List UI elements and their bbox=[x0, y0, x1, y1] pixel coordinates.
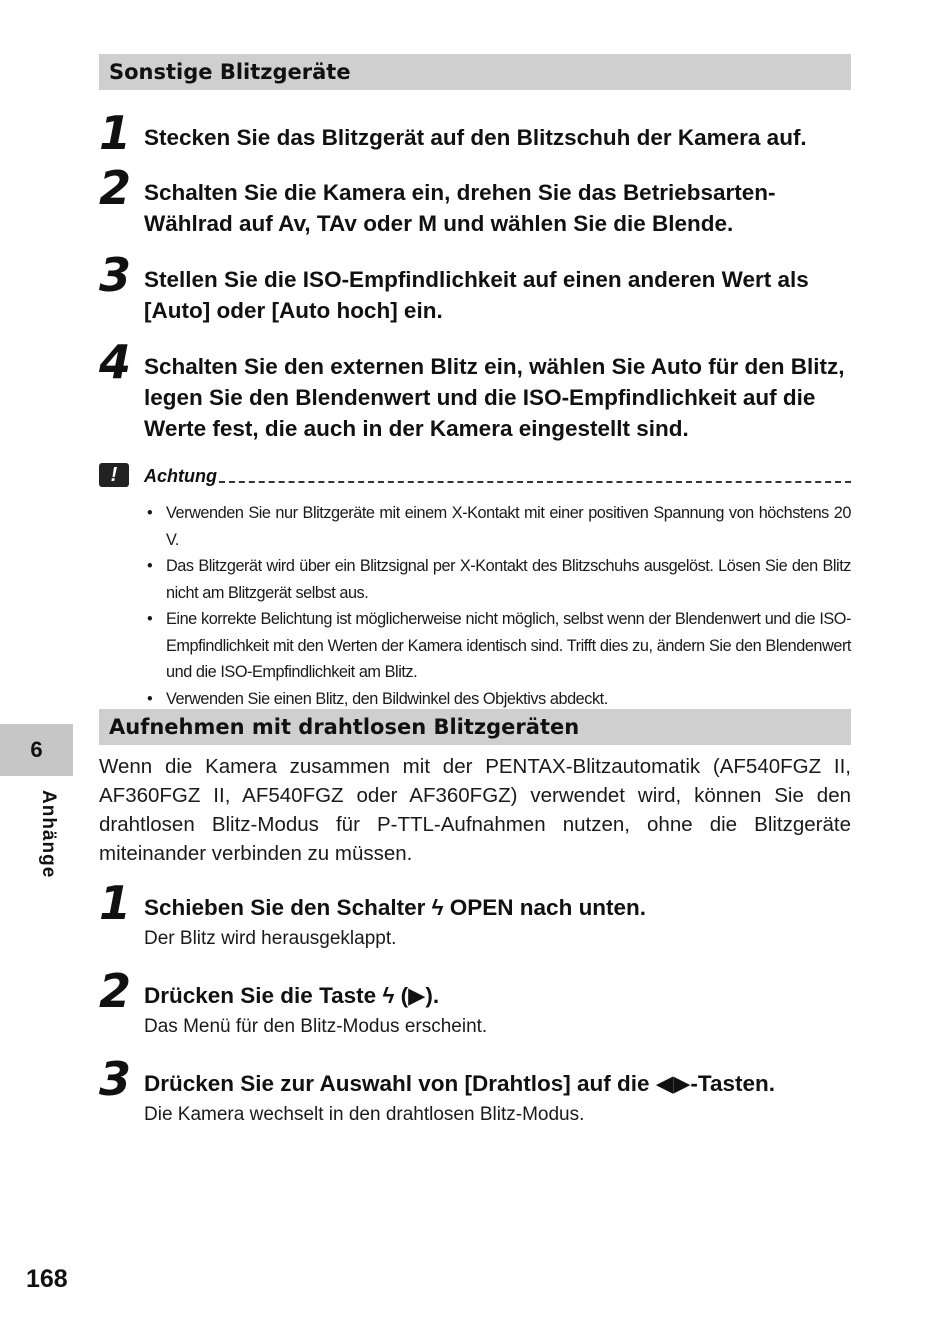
step-number: 4 bbox=[99, 335, 132, 389]
step-text-part: Schieben Sie den Schalter bbox=[144, 895, 432, 920]
caution-item: • Das Blitzgerät wird über ein Blitzsignal per X-Kontakt des Blitzschuhs ausgelöst. Lösen Sie den Blitz nicht am Blitzgerät selbst aus. bbox=[144, 553, 851, 606]
step-number: 2 bbox=[99, 161, 132, 215]
caution-item: • Verwenden Sie einen Blitz, den Bildwinkel des Objektivs abdeckt. bbox=[144, 686, 851, 713]
section-header-other-flash-units: Sonstige Blitzgeräte bbox=[99, 54, 851, 90]
section-header-wireless-flash: Aufnehmen mit drahtlosen Blitzgeräten bbox=[99, 709, 851, 745]
step-text-part: OPEN nach unten. bbox=[443, 895, 647, 920]
caution-item: • Eine korrekte Belichtung ist möglicherweise nicht möglich, selbst wenn der Blendenwert und die ISO-Empfindlichkeit mit den Werten der Kamera identisch sind. Trifft dies zu, ändern Sie den Blendenwert und die ISO-Empfindlichkeit am Blitz. bbox=[144, 606, 851, 686]
intro-paragraph: Wenn die Kamera zusammen mit der PENTAX-Blitzautomatik (AF540FGZ II, AF360FGZ II, AF540FGZ oder AF360FGZ) verwendet wird, können Sie den drahtlosen Blitz-Modus für P-TTL-Aufnahmen nutzen, ohne die Blitzgeräte miteinander verbinden zu müssen. bbox=[99, 755, 851, 865]
step-number: 2 bbox=[99, 964, 132, 1018]
caution-title: Achtung bbox=[144, 466, 217, 486]
step-4 bbox=[99, 335, 851, 444]
step-result: Die Kamera wechselt in den drahtlosen Blitz-Modus. bbox=[144, 1104, 585, 1125]
step-text-part: (▶). bbox=[394, 983, 440, 1008]
step-text-part: Drücken Sie die Taste bbox=[144, 983, 383, 1008]
step-number: 1 bbox=[99, 106, 132, 160]
left-right-arrows-icon: ◀▶ bbox=[655, 1071, 691, 1096]
flash-icon: ϟ bbox=[431, 895, 444, 920]
step-text bbox=[144, 980, 851, 1011]
step-text-part: -Tasten. bbox=[690, 1071, 775, 1096]
step-number: 3 bbox=[99, 248, 132, 302]
step-text: Stecken Sie das Blitzgerät auf den Blitzschuh der Kamera auf. bbox=[144, 125, 807, 150]
caution-list bbox=[99, 500, 851, 712]
flash-icon: ϟ bbox=[382, 983, 395, 1008]
step-result: Der Blitz wird herausgeklappt. bbox=[144, 928, 397, 949]
step-text bbox=[144, 1068, 851, 1099]
step-text: Stellen Sie die ISO-Empfindlichkeit auf einen anderen Wert als [Auto] oder [Auto hoch] ein. bbox=[144, 267, 809, 323]
wireless-step-2 bbox=[99, 964, 851, 1041]
chapter-label: Anhänge bbox=[38, 790, 59, 879]
step-2 bbox=[99, 161, 851, 239]
wireless-step-1 bbox=[99, 876, 851, 953]
step-number: 1 bbox=[99, 876, 132, 930]
step-text-part: Drücken Sie zur Auswahl von [Drahtlos] auf die bbox=[144, 1071, 656, 1096]
step-result: Das Menü für den Blitz-Modus erscheint. bbox=[144, 1016, 488, 1037]
step-number: 3 bbox=[99, 1052, 132, 1106]
step-3 bbox=[99, 248, 851, 326]
caution-divider bbox=[219, 481, 851, 483]
caution-item: • Verwenden Sie nur Blitzgeräte mit einem X-Kontakt mit einer positiven Spannung von höchstens 20 V. bbox=[144, 500, 851, 553]
step-text: Schalten Sie die Kamera ein, drehen Sie das Betriebsarten-Wählrad auf Av, TAv oder M und wählen Sie die Blende. bbox=[144, 180, 776, 236]
caution-header bbox=[99, 460, 851, 492]
page-number: 168 bbox=[26, 1265, 68, 1293]
caution-icon: ! bbox=[99, 463, 129, 487]
caution-box bbox=[99, 460, 851, 712]
step-1 bbox=[99, 106, 851, 160]
wireless-step-3 bbox=[99, 1052, 851, 1129]
step-text: Schalten Sie den externen Blitz ein, wählen Sie Auto für den Blitz, legen Sie den Blendenwert und die ISO-Empfindlichkeit auf die Werte fest, die auch in der Kamera eingestellt sind. bbox=[144, 354, 845, 441]
step-text bbox=[144, 892, 851, 923]
chapter-tab: 6 bbox=[0, 724, 73, 776]
